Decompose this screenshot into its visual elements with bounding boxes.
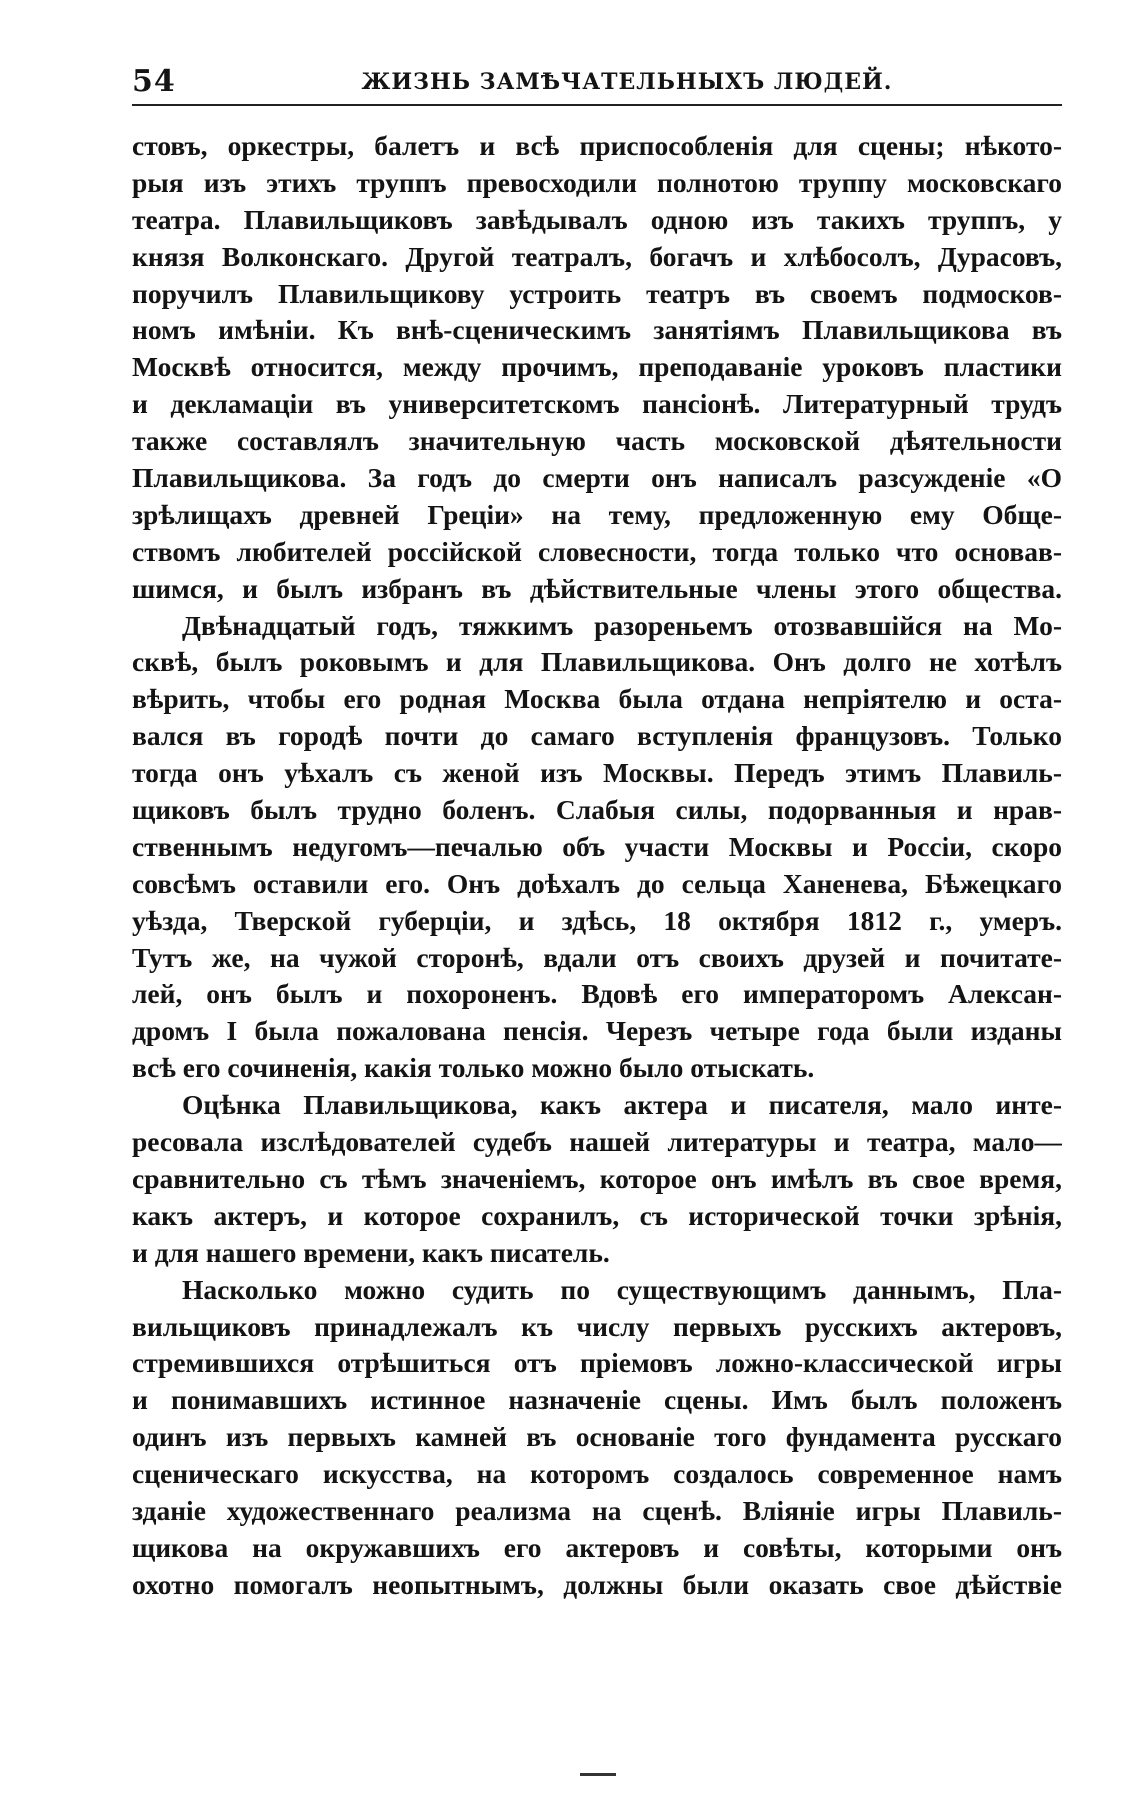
text-line: ствомъ любителей россійской словесности, тогда только что основав- bbox=[132, 535, 1062, 567]
paragraph-4 bbox=[132, 1272, 1062, 1604]
text-line: уѣзда, Тверской губерціи, и здѣсь, 18 октября 1812 г., умеръ. bbox=[132, 904, 1062, 936]
running-title: ЖИЗНЬ ЗАМѢЧАТЕЛЬНЫХЪ ЛЮДЕЙ. bbox=[361, 69, 893, 95]
text-line: стремившихся отрѣшиться отъ пріемовъ ложно-классической игры bbox=[132, 1347, 1062, 1379]
text-line: стовъ, оркестры, балетъ и всѣ приспособленія для сцены; нѣкото- bbox=[132, 130, 1062, 161]
text-line: ресовала изслѣдователей судебъ нашей литературы и театра, мало— bbox=[132, 1126, 1062, 1158]
text-line: щикова на окружавшихъ его актеровъ и совѣты, которыми онъ bbox=[132, 1531, 1062, 1563]
text-line: дромъ I была пожалована пенсія. Черезъ четыре года были изданы bbox=[132, 1015, 1062, 1047]
body-text bbox=[132, 128, 1062, 1604]
text-line: ственнымъ недугомъ—печалью объ участи Москвы и Россіи, скоро bbox=[132, 830, 1062, 862]
text-line: вался въ городѣ почти до самаго вступленія французовъ. Только bbox=[132, 720, 1062, 752]
text-line: рыя изъ этихъ труппъ превосходили полнотою труппу московскаго bbox=[132, 166, 1062, 198]
text-line: щиковъ былъ трудно боленъ. Слабыя силы, подорванныя и нрав- bbox=[132, 794, 1062, 826]
header-rule bbox=[132, 104, 1062, 106]
text-line: сквѣ, былъ роковымъ и для Плавильщикова. Онъ долго не хотѣлъ bbox=[132, 646, 1062, 678]
text-line: Оцѣнка Плавильщикова, какъ актера и писателя, мало инте- bbox=[182, 1089, 1062, 1121]
text-line: совсѣмъ оставили его. Онъ доѣхалъ до сельца Ханенева, Бѣжецкаго bbox=[132, 867, 1062, 899]
text-line: тогда онъ уѣхалъ съ женой изъ Москвы. Передъ этимъ Плавиль- bbox=[132, 757, 1062, 789]
paragraph-3 bbox=[132, 1087, 1062, 1271]
text-line: охотно помогалъ неопытнымъ, должны были оказать свое дѣйствіе bbox=[132, 1568, 1062, 1600]
paragraph-2 bbox=[132, 608, 1062, 1088]
text-line: Насколько можно судить по существующимъ даннымъ, Пла- bbox=[182, 1273, 1062, 1305]
text-line: театра. Плавильщиковъ завѣдывалъ одною изъ такихъ труппъ, у bbox=[132, 203, 1062, 235]
text-line: сценическаго искусства, на которомъ создалось современное намъ bbox=[132, 1458, 1062, 1490]
text-line: и понимавшихъ истинное назначеніе сцены. Имъ былъ положенъ bbox=[132, 1384, 1062, 1416]
footer-signature-mark bbox=[580, 1773, 616, 1776]
page-number: 54 bbox=[132, 64, 176, 99]
text-line: также составлялъ значительную часть московской дѣятельности bbox=[132, 425, 1062, 457]
text-line: какъ актеръ, и которое сохранилъ, съ исторической точки зрѣнія, bbox=[132, 1199, 1062, 1231]
text-line: и для нашего времени, какъ писатель. bbox=[132, 1236, 610, 1268]
text-line: вѣрить, чтобы его родная Москва была отдана непріятелю и оста- bbox=[132, 683, 1062, 715]
text-line: лей, онъ былъ и похороненъ. Вдовѣ его императоромъ Алексан- bbox=[132, 978, 1062, 1010]
text-line: сравнительно съ тѣмъ значеніемъ, которое онъ имѣлъ въ свое время, bbox=[132, 1162, 1062, 1194]
text-line: и декламаціи въ университетскомъ пансіонѣ. Литературный трудъ bbox=[132, 388, 1062, 420]
text-line: всѣ его сочиненія, какія только можно было отыскать. bbox=[132, 1052, 815, 1084]
text-line: шимся, и былъ избранъ въ дѣйствительные члены этого общества. bbox=[132, 572, 1062, 604]
text-line: одинъ изъ первыхъ камней въ основаніе того фундамента русскаго bbox=[132, 1421, 1062, 1453]
paragraph-1 bbox=[132, 128, 1062, 608]
page-header bbox=[132, 58, 1062, 106]
text-line: Двѣнадцатый годъ, тяжкимъ разореньемъ отозвавшійся на Мо- bbox=[182, 609, 1062, 641]
text-line: номъ имѣніи. Къ внѣ-сценическимъ занятіямъ Плавильщикова въ bbox=[132, 314, 1062, 346]
text-line: поручилъ Плавильщикову устроить театръ въ своемъ подмосков- bbox=[132, 277, 1062, 309]
text-line: вильщиковъ принадлежалъ къ числу первыхъ русскихъ актеровъ, bbox=[132, 1310, 1062, 1342]
text-line: Плавильщикова. За годъ до смерти онъ написалъ разсужденіе «О bbox=[132, 462, 1062, 494]
text-line: зданіе художественнаго реализма на сценѣ. Вліяніе игры Плавиль- bbox=[132, 1494, 1062, 1526]
text-line: князя Волконскаго. Другой театралъ, богачъ и хлѣбосолъ, Дурасовъ, bbox=[132, 240, 1062, 272]
text-line: Тутъ же, на чужой сторонѣ, вдали отъ своихъ друзей и почитате- bbox=[132, 941, 1062, 973]
text-line: зрѣлищахъ древней Греціи» на тему, предложенную ему Обще- bbox=[132, 498, 1062, 530]
text-line: Москвѣ относится, между прочимъ, преподаваніе уроковъ пластики bbox=[132, 351, 1062, 383]
